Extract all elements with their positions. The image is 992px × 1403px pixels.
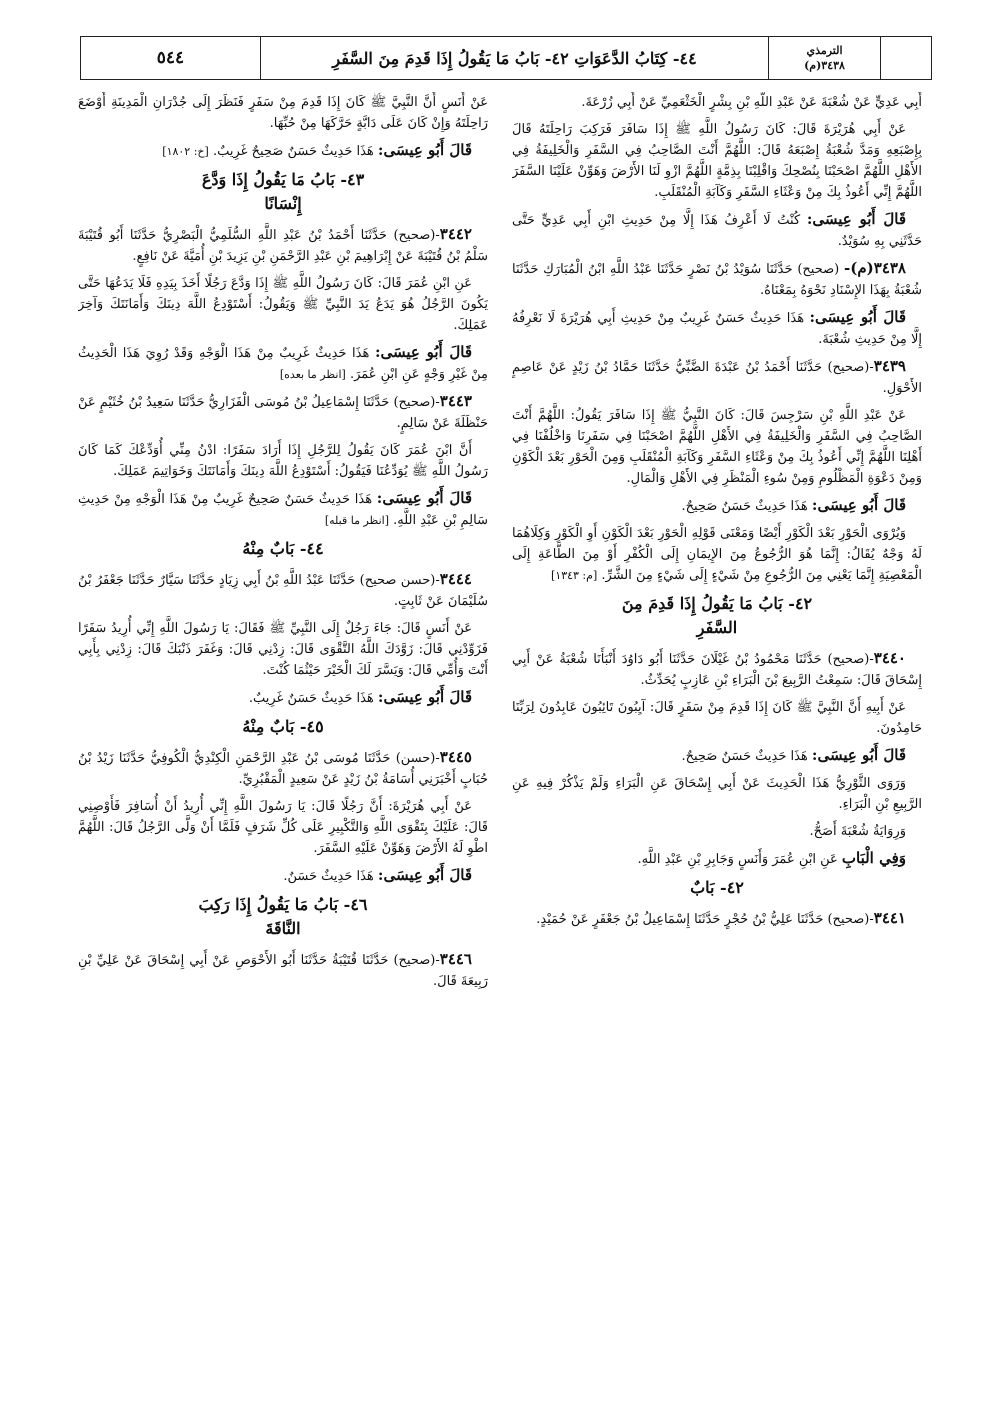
hadith-entry [78, 949, 488, 992]
hadith-number: ٣٤٤١ [873, 909, 906, 927]
hadith-entry [512, 908, 922, 930]
commentary [512, 307, 922, 350]
chapter-heading: ٤٥- بَابٌ مِنْهُ [242, 717, 324, 736]
paragraph: عَنْ أَبِيهِ أَنَّ النَّبِيَّ ﷺ كَانَ إِذَا قَدِمَ مِنْ سَفَرٍ قَالَ: آيِبُونَ تَائِبُونَ عَابِدُونَ لِرَبِّنَا حَامِدُونَ. [512, 700, 922, 736]
chapter-heading-line: إِنْسَانًا [264, 194, 302, 213]
commentary [78, 865, 488, 887]
hadith-entry [512, 356, 922, 399]
commentary-text: هَذَا حَدِيثٌ حَسَنٌ صَحِيحٌ. [681, 499, 808, 514]
cross-reference: [خ: ١٨٠٢] [162, 145, 209, 158]
chapter-title: ٤٤- كِتَابُ الدَّعَوَاتِ ٤٢- بَابُ مَا يَقُولُ إِذَا قَدِمَ مِنَ السَّفَرِ [261, 37, 769, 79]
commentary [512, 209, 922, 252]
commentary-text: هَذَا حَدِيثٌ حَسَنٌ صَحِيحٌ غَرِيبٌ مِنْ هَذَا الْوَجْهِ مِنْ حَدِيثِ سَالِمِ بْنِ عَبْدِ اللَّهِ. [78, 492, 488, 528]
hadith-entry [78, 391, 488, 434]
commentary [78, 687, 488, 709]
paragraph: عَنْ عَبْدِ اللَّهِ بْنِ سَرْجِسَ قَالَ: كَانَ النَّبِيُّ ﷺ إِذَا سَافَرَ يَقُولُ: اللَّهُمَّ أَنْتَ الصَّاحِبُ فِي السَّفَرِ وَالْخَلِيفَةُ فِي الأَهْلِ اللَّهُمَّ اصْحَبْنَا فِي سَفَرِنَا وَاخْلُفْنَا فِي أَهْلِنَا اللَّهُمَّ إِنِّي أَعُوذُ بِكَ مِنْ وَعْثَاءِ السَّفَرِ وَكَآبَةِ الْمُنْقَلَبِ وَمِنَ الْحَوْرِ بَعْدَ الْكَوْنِ وَمِنْ دَعْوَةِ الْمَظْلُومِ وَمِنْ سُوءِ الْمَنْظَرِ فِي الأَهْلِ وَالْمَالِ. [512, 408, 922, 486]
hadith-isnad: -(حسن صحيح) حَدَّثَنَا عَبْدُ اللَّهِ بْنُ أَبِي زِيَادٍ حَدَّثَنَا سَيَّارٌ حَدَّثَنَا جَعْفَرُ بْنُ سُلَيْمَانَ عَنْ ثَابِتٍ. [78, 573, 488, 609]
hadith-isnad: -(صحيح) حَدَّثَنَا مَحْمُودُ بْنُ غَيْلَانَ حَدَّثَنَا أَبُو دَاوُدَ أَنْبَأَنَا شُعْبَةُ عَنْ أَبِي إِسْحَاقَ قَالَ: سَمِعْتُ الرَّبِيعَ بْنَ الْبَرَاءِ بْنِ عَازِبٍ يُحَدِّثُ. [512, 652, 922, 688]
commentary-text: هَذَا حَدِيثٌ غَرِيبٌ مِنْ هَذَا الْوَجْهِ وَقَدْ رُوِيَ هَذَا الْحَدِيثُ مِنْ غَيْرِ وَجْهٍ عَنِ ابْنِ عُمَرَ. [78, 346, 488, 382]
hadith-entry [512, 258, 922, 301]
commentary-text: هَذَا حَدِيثٌ حَسَنٌ. [283, 869, 374, 884]
paragraph: أَبِي عَدِيٍّ عَنْ شُعْبَةَ عَنْ عَبْدِ اللَّهِ بْنِ بِشْرٍ الْخَثْعَمِيِّ عَنْ أَبِي زُرْعَةَ. [581, 95, 922, 110]
commentary [78, 140, 488, 162]
hadith-number: ٣٤٣٨(م)- [844, 259, 906, 277]
commentary-text: هَذَا حَدِيثٌ حَسَنٌ صَحِيحٌ غَرِيبٌ. [212, 144, 374, 159]
hadith-number: ٣٤٤٦ [439, 950, 472, 968]
hadith-number: ٣٤٤٢ [439, 225, 472, 243]
paragraph-text: وَيُرْوَى الْحَوْرِ بَعْدَ الْكَوْرِ أَيْضًا وَمَعْنَى قَوْلِهِ الْحَوْرِ بَعْدَ الْكَوْنِ أَوِ الْكَوْرِ وَكِلَاهُمَا لَهُ وَجْهٌ يُقَالُ: إِنَّمَا هُوَ الرُّجُوعُ مِنَ الإِيمَانِ إِلَى الْكُفْرِ أَوْ مِنَ الطَّاعَةِ إِلَى الْمَعْصِيَةِ إِنَّمَا يَعْنِي مِنَ الرُّجُوعِ مِنْ شَيْءٍ إِلَى شَيْءٍ مِنَ الشَّرِّ. [512, 526, 922, 583]
cross-reference: [انظر ما بعده] [279, 368, 346, 381]
commentary [78, 342, 488, 385]
chapter-heading-line: ٤٦- بَابُ مَا يَقُولُ إِذَا رَكِبَ [198, 895, 368, 914]
hadith-number: ٣٤٤٤ [439, 570, 472, 588]
hadith-isnad: -(صحيح) حَدَّثَنَا إِسْمَاعِيلُ بْنُ مُوسَى الْفَزَارِيُّ حَدَّثَنَا سَعِيدُ بْنُ خُثَيْمٍ عَنْ حَنْظَلَةَ عَنْ سَالِمٍ. [78, 395, 488, 431]
chapter-heading-line: السَّفَرِ [696, 618, 738, 637]
paragraph: عَنْ أَبِي هُرَيْرَةَ: أَنَّ رَجُلًا قَالَ: يَا رَسُولَ اللَّهِ إِنِّي أُرِيدُ أَنْ أُسَافِرَ فَأَوْصِنِي قَالَ: عَلَيْكَ بِتَقْوَى اللَّهِ وَالتَّكْبِيرِ عَلَى كُلِّ شَرَفٍ فَلَمَّا أَنْ وَلَّى الرَّجُلُ قَالَ: اللَّهُمَّ اطْوِ لَهُ الأَرْضَ وَهَوِّنْ عَلَيْهِ السَّفَرَ. [78, 799, 488, 856]
book-info [769, 37, 881, 79]
cross-reference: [م: ١٣٤٣] [551, 569, 598, 582]
hadith-entry [512, 648, 922, 691]
hadith-isnad: -(صحيح) حَدَّثَنَا أَحْمَدُ بْنُ عَبْدَةَ الضَّبِّيُّ حَدَّثَنَا حَمَّادُ بْنُ زَيْدٍ عَنْ عَاصِمٍ الأَحْوَلِ. [512, 360, 922, 396]
chapter-heading-line: ٤٢- بَابُ مَا يَقُولُ إِذَا قَدِمَ مِنَ [621, 594, 813, 613]
hadith-range: ٣٤٣٨(م) [804, 59, 845, 72]
hadith-isnad: -(صحيح) حَدَّثَنَا قُتَيْبَةُ حَدَّثَنَا أَبُو الأَحْوَصِ عَنْ أَبِي إِسْحَاقَ عَنْ عَلِيِّ بْنِ رَبِيعَةَ قَالَ. [78, 953, 488, 989]
chapter-heading-line: ٤٣- بَابُ مَا يَقُولُ إِذَا وَدَّعَ [201, 170, 365, 189]
hadith-number: ٣٤٤٣ [439, 392, 472, 410]
paragraph: عَنِ ابْنِ عُمَرَ قَالَ: كَانَ رَسُولُ اللَّهِ ﷺ إِذَا وَدَّعَ رَجُلًا أَخَذَ بِيَدِهِ فَلَا يَدَعُهَا حَتَّى يَكُونَ الرَّجُلُ هُوَ يَدَعُ يَدَ النَّبِيِّ ﷺ وَيَقُولُ: أَسْتَوْدِعُ اللَّهَ دِينَكَ وَأَمَانَتَكَ وَآخِرَ عَمَلِكَ. [78, 276, 488, 333]
header-blank-cell [881, 37, 931, 79]
hadith-number: ٣٤٣٩ [873, 357, 906, 375]
left-column [78, 92, 488, 1363]
commentary-label: قَالَ أَبُو عِيسَى: [377, 688, 472, 706]
chapter-heading: ٤٤- بَابٌ مِنْهُ [242, 539, 324, 558]
paragraph: عَنْ أَنَسٍ قَالَ: جَاءَ رَجُلٌ إِلَى النَّبِيِّ ﷺ فَقَالَ: يَا رَسُولَ اللَّهِ إِنِّي أُرِيدُ سَفَرًا فَزَوِّدْنِي قَالَ: زَوَّدَكَ اللَّهُ التَّقْوَى قَالَ: زِدْنِي قَالَ: وَغَفَرَ ذَنْبَكَ قَالَ: زِدْنِي بِأَبِي أَنْتَ وَأُمِّي قَالَ: وَيَسَّرَ لَكَ الْخَيْرَ حَيْثُمَا كُنْتَ. [78, 621, 488, 678]
commentary-label: قَالَ أَبُو عِيسَى: [377, 866, 472, 884]
hadith-entry [78, 747, 488, 790]
commentary-label: قَالَ أَبُو عِيسَى: [811, 496, 906, 514]
paragraph: أَنَّ ابْنَ عُمَرَ كَانَ يَقُولُ لِلرَّجُلِ إِذَا أَرَادَ سَفَرًا: ادْنُ مِنِّي أُوَدِّعْكَ كَمَا كَانَ رَسُولُ اللَّهِ ﷺ يُوَدِّعُنَا فَيَقُولُ: أَسْتَوْدِعُ اللَّهَ دِينَكَ وَأَمَانَتَكَ وَخَوَاتِيمَ عَمَلِكَ. [78, 443, 488, 479]
commentary-text: هَذَا حَدِيثٌ حَسَنٌ غَرِيبٌ. [248, 691, 374, 706]
hadith-entry [78, 224, 488, 267]
commentary [512, 495, 922, 517]
commentary-label: وَفِي الْبَابِ [841, 849, 906, 867]
commentary-text: هَذَا حَدِيثٌ حَسَنٌ صَحِيحٌ. [681, 749, 808, 764]
commentary-label: قَالَ أَبُو عِيسَى: [374, 343, 472, 361]
commentary-text: كُنْتُ لَا أَعْرِفُ هَذَا إِلَّا مِنْ حَدِيثِ ابْنِ أَبِي عَدِيٍّ حَتَّى حَدَّثَنِي بِهِ سُوَيْدٌ. [512, 213, 922, 249]
commentary [512, 848, 922, 870]
commentary-text: هَذَا حَدِيثٌ حَسَنٌ غَرِيبٌ مِنْ حَدِيثِ أَبِي هُرَيْرَةَ لَا نَعْرِفُهُ إِلَّا مِنْ حَدِيثِ شُعْبَةَ. [512, 311, 922, 347]
hadith-number: ٣٤٤٠ [873, 649, 906, 667]
hadith-entry [78, 569, 488, 612]
right-column [512, 92, 922, 1363]
paragraph: وَرِوَايَةُ شُعْبَةَ أَصَحُّ. [809, 824, 906, 839]
commentary-label: قَالَ أَبُو عِيسَى: [811, 746, 906, 764]
commentary-label: قَالَ أَبُو عِيسَى: [806, 210, 906, 228]
hadith-number: ٣٤٤٥ [439, 748, 472, 766]
page-header [80, 36, 932, 80]
hadith-isnad: -(صحيح) حَدَّثَنَا أَحْمَدُ بْنُ عَبْدِ اللَّهِ السُّلَمِيُّ الْبَصْرِيُّ حَدَّثَنَا أَبُو قُتَيْبَةَ سَلْمُ بْنُ قُتَيْبَةَ عَنْ إِبْرَاهِيمَ بْنِ عَبْدِ الرَّحْمَنِ بْنِ يَزِيدَ بْنِ أُمَيَّةَ عَنْ نَافِعٍ. [78, 228, 488, 264]
cross-reference: [انظر ما قبله] [324, 514, 389, 527]
commentary [78, 488, 488, 531]
paragraph: عَنْ أَنَسٍ أَنَّ النَّبِيَّ ﷺ كَانَ إِذَا قَدِمَ مِنْ سَفَرٍ فَنَظَرَ إِلَى جُدْرَانِ الْمَدِينَةِ أَوْضَعَ رَاحِلَتَهُ وَإِنْ كَانَ عَلَى دَابَّةٍ حَرَّكَهَا مِنْ حُبِّهَا. [78, 95, 488, 131]
commentary-label: قَالَ أَبُو عِيسَى: [376, 489, 472, 507]
hadith-isnad: -(حسن) حَدَّثَنَا مُوسَى بْنُ عَبْدِ الرَّحْمَنِ الْكِنْدِيُّ الْكُوفِيُّ حَدَّثَنَا زَيْدُ بْنُ حُبَابٍ أَخْبَرَنِي أُسَامَةُ بْنُ زَيْدٍ عَنْ سَعِيدٍ الْمَقْبُرِيِّ. [78, 751, 488, 787]
chapter-heading: ٤٢- بَابٌ [690, 878, 744, 897]
commentary-label: قَالَ أَبُو عِيسَى: [377, 141, 472, 159]
book-name: الترمذي [806, 44, 843, 57]
commentary-text: عَنِ ابْنِ عُمَرَ وَأَنَسٍ وَجَابِرِ بْنِ عَبْدِ اللَّهِ. [637, 852, 838, 867]
commentary-label: قَالَ أَبُو عِيسَى: [809, 308, 906, 326]
hadith-isnad: (صحيح) حَدَّثَنَا سُوَيْدُ بْنُ نَصْرٍ حَدَّثَنَا عَبْدُ اللَّهِ ابْنُ الْمُبَارَكِ حَدَّثَنَا شُعْبَةُ بِهَذَا الإِسْنَادِ نَحْوَهُ بِمَعْنَاهُ. [512, 262, 922, 298]
chapter-heading [78, 893, 488, 941]
paragraph [512, 523, 922, 586]
chapter-heading-line: النَّاقَةَ [265, 919, 301, 938]
chapter-heading [512, 592, 922, 640]
commentary [512, 745, 922, 767]
paragraph: وَرَوَى الثَّوْرِيُّ هَذَا الْحَدِيثَ عَنْ أَبِي إِسْحَاقَ عَنِ الْبَرَاءِ وَلَمْ يَذْكُرْ فِيهِ عَنِ الرَّبِيعِ بْنِ الْبَرَاءِ. [512, 776, 922, 812]
chapter-heading [78, 168, 488, 216]
hadith-isnad: -(صحيح) حَدَّثَنَا عَلِيُّ بْنُ حُجْرٍ حَدَّثَنَا إِسْمَاعِيلُ بْنُ جَعْفَرٍ عَنْ حُمَيْدٍ. [536, 912, 874, 927]
page-number: ٥٤٤ [81, 37, 261, 79]
paragraph: عَنْ أَبِي هُرَيْرَةَ قَالَ: كَانَ رَسُولُ اللَّهِ ﷺ إِذَا سَافَرَ فَرَكِبَ رَاحِلَتَهُ قَالَ بِإِصْبَعِهِ وَمَدَّ شُعْبَةُ إِصْبَعَهُ قَالَ: اللَّهُمَّ أَنْتَ الصَّاحِبُ فِي السَّفَرِ وَالْخَلِيفَةُ فِي الأَهْلِ اللَّهُمَّ اصْحَبْنَا بِنُصْحِكَ وَاقْلِبْنَا بِذِمَّةٍ اللَّهُمَّ ازْوِ لَنَا الأَرْضَ وَهَوِّنْ عَلَيْنَا السَّفَرَ اللَّهُمَّ إِنِّي أَعُوذُ بِكَ مِنْ وَعْثَاءِ السَّفَرِ وَكَآبَةِ الْمُنْقَلَبِ. [512, 122, 922, 200]
